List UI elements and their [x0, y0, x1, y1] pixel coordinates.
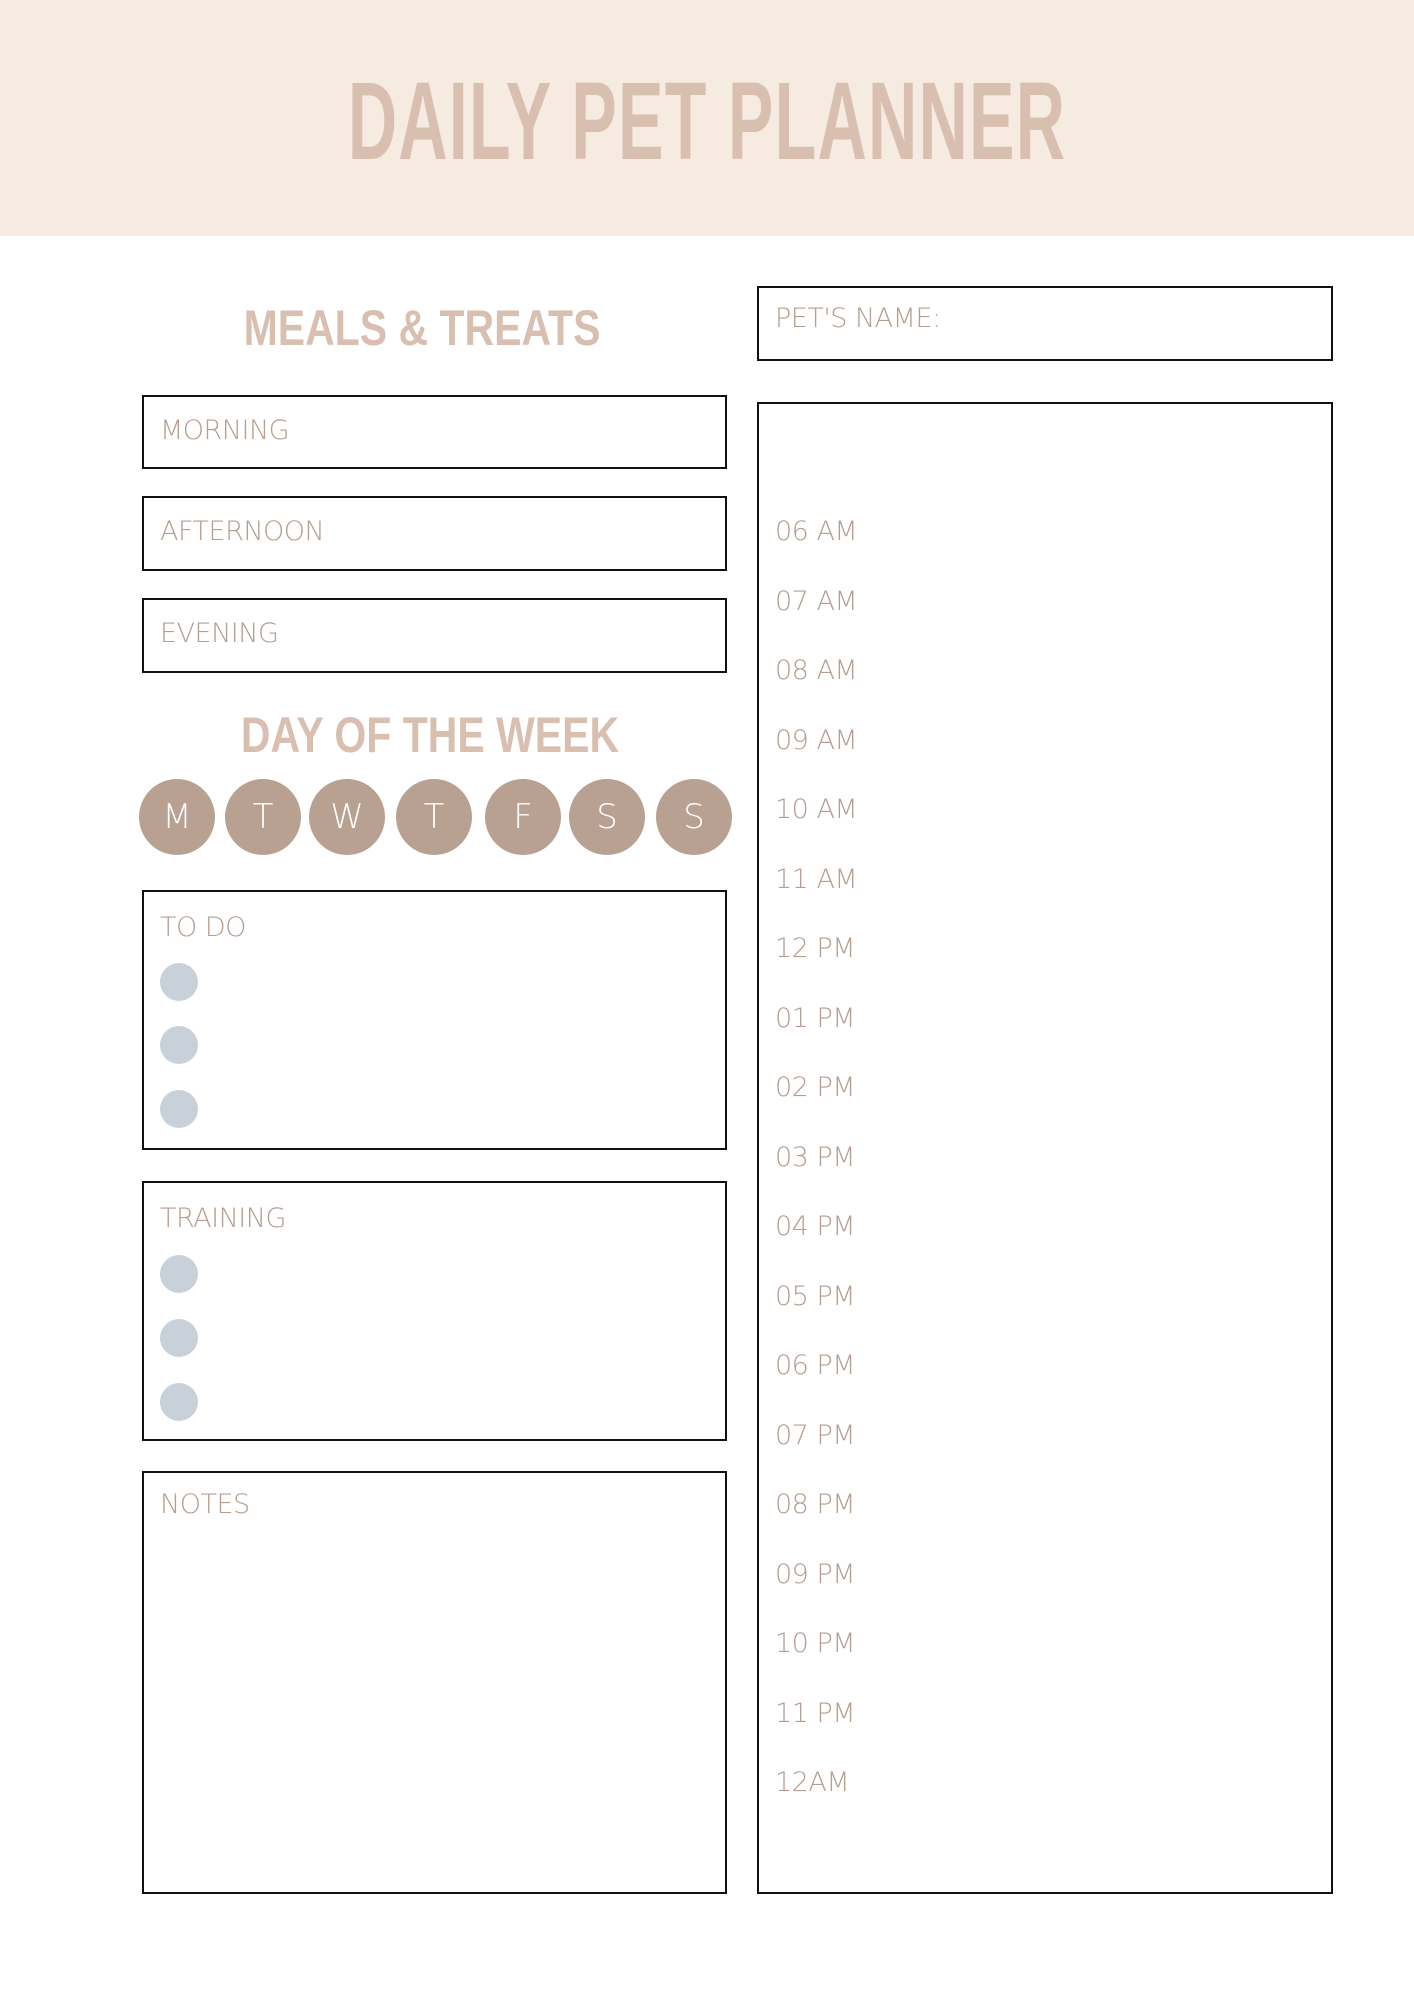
day-thursday[interactable]: T — [396, 779, 472, 855]
day-saturday[interactable]: S — [569, 779, 645, 855]
schedule-time-slot[interactable]: 09 PM — [775, 1558, 856, 1590]
meals-heading: MEALS & TREATS — [243, 300, 601, 356]
schedule-time-slot[interactable]: 01 PM — [775, 1002, 856, 1034]
schedule-time-slot[interactable]: 07 PM — [775, 1419, 856, 1451]
schedule-time-slot[interactable]: 10 AM — [775, 794, 858, 825]
schedule-time-slot[interactable]: 06 PM — [775, 1350, 856, 1381]
pet-name-field[interactable] — [757, 286, 1333, 361]
schedule-time-slot[interactable]: 08 AM — [775, 655, 858, 686]
page-title: DAILY PET PLANNER — [347, 60, 1067, 183]
meal-evening-field[interactable] — [142, 598, 727, 673]
day-friday[interactable]: F — [485, 779, 561, 855]
day-monday[interactable]: M — [139, 779, 215, 855]
training-checkbox[interactable] — [160, 1255, 198, 1293]
schedule-time-slot[interactable]: 12AM — [775, 1767, 850, 1798]
schedule-time-slot[interactable]: 09 AM — [775, 724, 858, 756]
schedule-time-slot[interactable]: 02 PM — [775, 1072, 856, 1103]
todo-checkbox[interactable] — [160, 1090, 198, 1128]
meal-label: EVENING — [160, 618, 279, 649]
pet-name-label: PET'S NAME: — [775, 303, 941, 334]
schedule-time-slot[interactable]: 03 PM — [775, 1141, 856, 1173]
schedule-time-slot[interactable]: 10 PM — [775, 1628, 856, 1659]
training-box — [142, 1181, 727, 1441]
schedule-time-slot[interactable]: 06 AM — [775, 516, 858, 547]
todo-checkbox[interactable] — [160, 1026, 198, 1064]
todo-checkbox[interactable] — [160, 963, 198, 1001]
training-label: TRAINING — [160, 1203, 286, 1234]
day-tuesday[interactable]: T — [225, 779, 301, 855]
meal-label: AFTERNOON — [160, 516, 325, 547]
todo-label: TO DO — [160, 912, 246, 943]
day-wednesday[interactable]: W — [309, 779, 385, 855]
schedule-time-slot[interactable]: 08 PM — [775, 1489, 856, 1520]
hourly-schedule — [757, 402, 1333, 1894]
schedule-time-slot[interactable]: 11 PM — [775, 1697, 856, 1729]
schedule-time-slot[interactable]: 12 PM — [775, 933, 856, 964]
header-banner — [0, 0, 1414, 236]
notes-label: NOTES — [160, 1489, 250, 1520]
meal-label: MORNING — [160, 415, 290, 446]
training-checkbox[interactable] — [160, 1383, 198, 1421]
meal-morning-field[interactable] — [142, 395, 727, 469]
todo-box — [142, 890, 727, 1150]
day-sunday[interactable]: S — [656, 779, 732, 855]
schedule-time-slot[interactable]: 11 AM — [775, 863, 858, 895]
schedule-time-slot[interactable]: 05 PM — [775, 1280, 856, 1312]
schedule-time-slot[interactable]: 07 AM — [775, 585, 858, 617]
week-heading: DAY OF THE WEEK — [240, 707, 620, 763]
meal-afternoon-field[interactable] — [142, 496, 727, 571]
training-checkbox[interactable] — [160, 1319, 198, 1357]
schedule-time-slot[interactable]: 04 PM — [775, 1211, 856, 1242]
notes-box[interactable] — [142, 1471, 727, 1894]
